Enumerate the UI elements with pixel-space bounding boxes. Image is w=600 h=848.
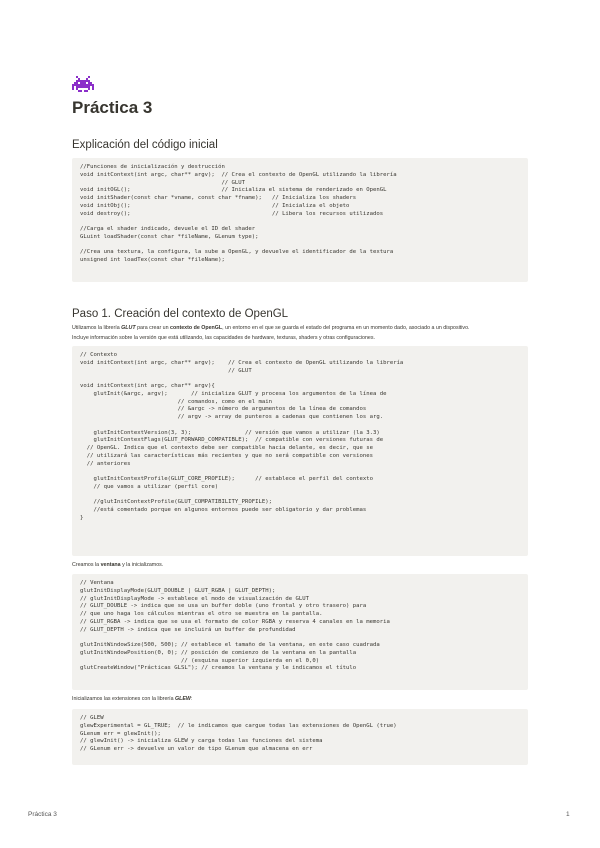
code-block-ventana: // Ventana glutInitDisplayMode(GLUT_DOUBLE | GLUT_RGBA | GLUT_DEPTH); // glutInitDisplayMode -> establece el modo de visualización de GLUT // GLUT_DOUBLE -> indica que se usa un buffer doble (uno frontal y otro trasero) para // que uno haga los cálculos mientras el otro se muestra en la pantalla. // GLUT_RGBA -> indica que se usa el formato de color RGBA y reserva 4 canales en la memoria // GLUT_DEPTH -> indica que se incluirá un buffer de profundidad glutInitWindowSize(500, 500); // establece el tamaño de la ventana, en este caso cuadrada glutInitWindowPosition(0, 0); // posición de comienzo de la ventana en la pantalla // (esquina superior izquierda en el 0,0) glutCreateWindow("Prácticas GLSL"); // creamos la ventana y le indicamos el título	[72, 574, 528, 690]
footer-title: Práctica 3	[28, 811, 57, 818]
space-invader-icon	[72, 74, 94, 94]
paragraph-glut-intro: Utilizamos la librería GLUT para crear un contexto de OpenGL, un entorno en el que se guarda el estado del programa en un momento dado, asociado a un dispositivo. Incluye información sobre la versión que está utilizando, las capacidades de hardware, texturas, shaders y otras configuraciones.	[72, 325, 470, 341]
section-heading-codigo-inicial: Explicación del código inicial	[72, 139, 218, 151]
paragraph-glew: Inicializamos las extensiones con la librería GLEW:	[72, 696, 193, 702]
section-heading-paso-1: Paso 1. Creación del contexto de OpenGL	[72, 308, 289, 320]
code-block-initial: //Funciones de inicialización y destrucción void initContext(int argc, char** argv); // Crea el contexto de OpenGL utilizando la librería // GLUT void initOGL(); // Inicializa el sistema de renderizado en OpenGL void initShader(const char *vname, const char *fname); // Inicializa los shaders void initObj(); // Inicializa el objeto void destroy(); // Libera los recursos utilizados //Carga el shader indicado, devuele el ID del shader GLuint loadShader(const char *fileName, GLenum type); //Crea una textura, la configura, la sube a OpenGL, y devuelve el identificador de la textura unsigned int loadTex(const char *fileName);	[72, 158, 528, 282]
page-title: Práctica 3	[72, 98, 153, 117]
code-block-context: // Contexto void initContext(int argc, char** argv); // Crea el contexto de OpenGL utilizando la librería // GLUT void initContext(int argc, char** argv){ glutInit(&argc, argv); // inicializa GLUT y procesa los argumentos de la línea de // comandos, como en el main // &argc -> número de argumentos de la línea de comandos // argv -> array de punteros a cadenas que contienen los arg. glutInitContextVersion(3, 3); // versión que vamos a utilizar (la 3.3) glutInitContextFlags(GLUT_FORWARD_COMPATIBLE); // compatible con versiones futuras de // OpenGL. Indica que el contexto debe ser compatible hacia delante, es decir, que se // utilizará las características más recientes y que no será compatible con versiones // anteriores glutInitContextProfile(GLUT_CORE_PROFILE); // establece el perfil del contexto // que vamos a utilizar (perfil core) //glutInitContextProfile(GLUT_COMPATIBILITY_PROFILE); //está comentado porque en algunos entornos puede ser obligatorio y dar problemas }	[72, 346, 528, 556]
paragraph-ventana: Creamos la ventana y la inicializamos.	[72, 562, 164, 568]
code-block-glew: // GLEW glewExperimental = GL_TRUE; // le indicamos que cargue todas las extensiones de OpenGL (true) GLenum err = glewInit(); // glewInit() -> inicializa GLEW y carga todas las funciones del sistema // GLenum err -> devuelve un valor de tipo GLenum que almacena en err	[72, 709, 528, 765]
footer-page-number: 1	[566, 811, 570, 818]
